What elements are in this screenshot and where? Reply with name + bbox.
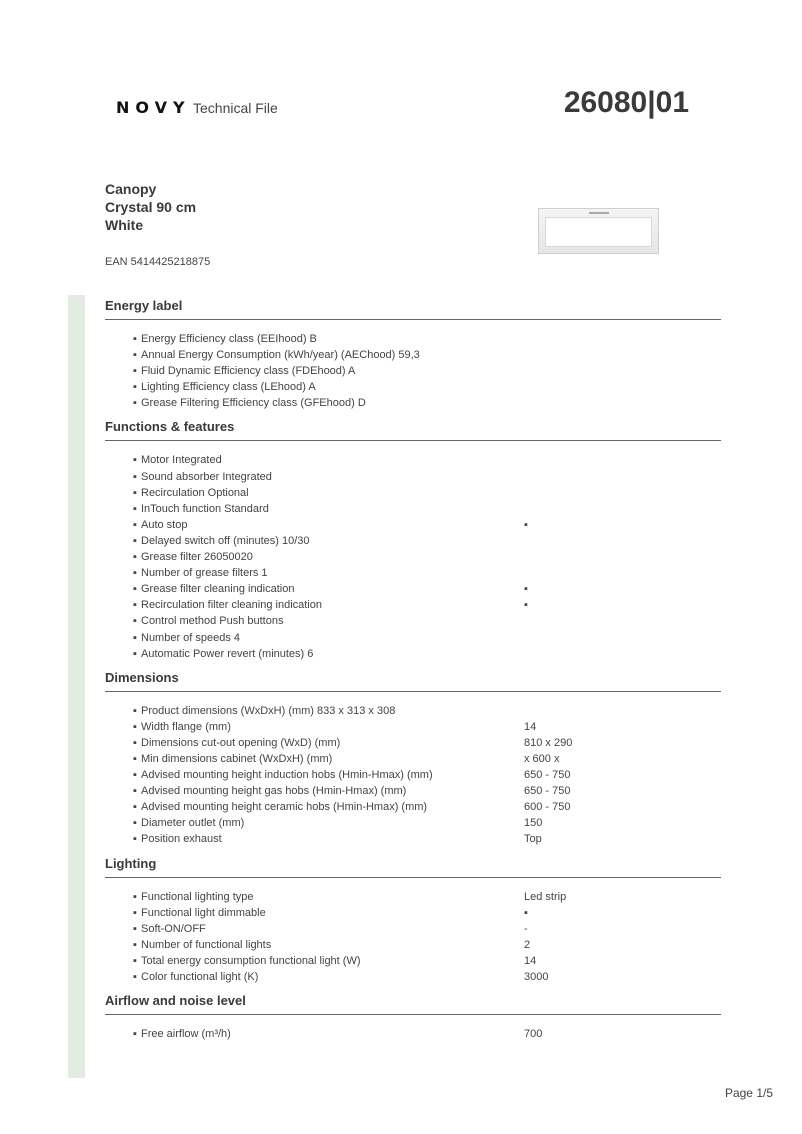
- bullet-icon: ▪: [133, 769, 137, 782]
- spec-sections: [105, 298, 721, 1042]
- spec-section: [105, 993, 721, 1042]
- spec-label: Grease filter cleaning indication: [141, 583, 295, 596]
- spec-item: [105, 581, 721, 597]
- spec-label: Functional light dimmable: [141, 906, 266, 919]
- spec-label: Dimensions cut-out opening (WxD) (mm): [141, 736, 341, 749]
- spec-value: 810 x 290: [524, 736, 573, 749]
- bullet-icon: ▪: [133, 365, 137, 378]
- bullet-icon: ▪: [133, 801, 137, 814]
- spec-label: Advised mounting height induction hobs (Hmin-Hmax) (mm): [141, 769, 433, 782]
- bullet-icon: ▪: [133, 817, 137, 830]
- spec-item: [105, 395, 721, 411]
- ean-code: EAN 5414425218875: [105, 256, 211, 268]
- spec-label: Color functional light (K): [141, 971, 259, 983]
- bullet-icon: ▪: [133, 454, 137, 467]
- spec-label: Control method Push buttons: [141, 615, 284, 628]
- bullet-icon: ▪: [133, 906, 137, 919]
- side-accent-bar: [68, 295, 85, 1078]
- spec-item: [105, 630, 721, 646]
- spec-item: [105, 613, 721, 629]
- spec-label: Grease filter 26050020: [141, 551, 253, 564]
- spec-item: [105, 783, 721, 799]
- bullet-icon: ▪: [133, 631, 137, 644]
- spec-label: Number of grease filters 1: [141, 567, 268, 580]
- spec-item: [105, 549, 721, 565]
- spec-label: Annual Energy Consumption (kWh/year) (AEChood) 59,3: [141, 349, 420, 362]
- spec-label: Motor Integrated: [141, 454, 222, 467]
- spec-label: Min dimensions cabinet (WxDxH) (mm): [141, 752, 333, 765]
- spec-item: [105, 469, 721, 485]
- bullet-icon: ▪: [133, 567, 137, 580]
- spec-label: Energy Efficiency class (EEIhood) B: [141, 333, 317, 345]
- spec-list: [105, 878, 721, 986]
- spec-section: [105, 856, 721, 986]
- section-title: Dimensions: [105, 670, 721, 692]
- spec-label: Total energy consumption functional light (W): [141, 954, 361, 967]
- bullet-icon: ▪: [133, 349, 137, 362]
- spec-item: [105, 905, 721, 921]
- spec-item: [105, 937, 721, 953]
- spec-value: Top: [524, 833, 542, 846]
- bullet-icon: ▪: [133, 583, 137, 596]
- spec-list: [105, 1015, 721, 1042]
- spec-label: Width flange (mm): [141, 720, 231, 733]
- spec-value: ▪: [524, 518, 528, 531]
- spec-item: [105, 517, 721, 533]
- bullet-icon: ▪: [133, 833, 137, 846]
- spec-label: Soft-ON/OFF: [141, 922, 206, 935]
- product-model: Crystal 90 cm: [105, 199, 197, 215]
- spec-item: [105, 815, 721, 831]
- bullet-icon: ▪: [133, 736, 137, 749]
- spec-label: Number of functional lights: [141, 938, 272, 951]
- spec-label: Advised mounting height gas hobs (Hmin-Hmax) (mm): [141, 785, 407, 798]
- spec-value: 2: [524, 938, 531, 951]
- bullet-icon: ▪: [133, 333, 137, 345]
- spec-label: Position exhaust: [141, 833, 222, 846]
- spec-label: Lighting Efficiency class (LEhood) A: [141, 381, 316, 394]
- bullet-icon: ▪: [133, 534, 137, 547]
- spec-item: [105, 1026, 721, 1042]
- product-category: Canopy: [105, 181, 157, 197]
- product-color: White: [105, 217, 144, 233]
- spec-item: [105, 485, 721, 501]
- spec-label: Number of speeds 4: [141, 631, 241, 644]
- spec-value: Led strip: [524, 890, 567, 903]
- spec-item: [105, 501, 721, 517]
- spec-item: [105, 452, 721, 468]
- bullet-icon: ▪: [133, 938, 137, 951]
- bullet-icon: ▪: [133, 470, 137, 483]
- spec-section: [105, 419, 721, 661]
- spec-item: [105, 565, 721, 581]
- spec-label: Delayed switch off (minutes) 10/30: [141, 534, 310, 547]
- bullet-icon: ▪: [133, 518, 137, 531]
- document-code: 26080|01: [563, 86, 689, 119]
- section-title: Functions & features: [105, 419, 721, 441]
- spec-list: [105, 320, 721, 411]
- spec-item: [105, 703, 721, 719]
- spec-item: [105, 969, 721, 985]
- spec-value: 650 - 750: [524, 769, 571, 782]
- spec-value: ▪: [524, 906, 528, 919]
- bullet-icon: ▪: [133, 551, 137, 564]
- section-title: Energy label: [105, 298, 721, 320]
- spec-value: 14: [524, 720, 537, 733]
- bullet-icon: ▪: [133, 720, 137, 733]
- bullet-icon: ▪: [133, 704, 137, 717]
- bullet-icon: ▪: [133, 502, 137, 515]
- spec-value: 650 - 750: [524, 785, 571, 798]
- spec-item: [105, 735, 721, 751]
- spec-label: InTouch function Standard: [141, 502, 269, 515]
- spec-item: [105, 363, 721, 379]
- spec-label: Free airflow (m³/h): [141, 1028, 231, 1041]
- spec-label: Advised mounting height ceramic hobs (Hmin-Hmax) (mm): [141, 801, 428, 814]
- bullet-icon: ▪: [133, 381, 137, 394]
- spec-item: [105, 331, 721, 347]
- spec-label: Grease Filtering Efficiency class (GFEhood) D: [141, 397, 366, 410]
- spec-label: Fluid Dynamic Efficiency class (FDEhood) A: [141, 365, 356, 378]
- bullet-icon: ▪: [133, 615, 137, 628]
- bullet-icon: ▪: [133, 599, 137, 612]
- bullet-icon: ▪: [133, 922, 137, 935]
- spec-value: -: [524, 922, 528, 935]
- spec-label: Recirculation filter cleaning indication: [141, 599, 322, 612]
- product-control-strip: [589, 212, 609, 214]
- spec-item: [105, 379, 721, 395]
- product-title: [105, 180, 196, 234]
- spec-item: [105, 719, 721, 735]
- spec-list: [105, 441, 721, 661]
- spec-item: [105, 533, 721, 549]
- product-glass-panel: [545, 217, 652, 247]
- spec-item: [105, 767, 721, 783]
- bullet-icon: ▪: [133, 647, 137, 660]
- document-type: Technical File: [193, 100, 278, 116]
- spec-label: Automatic Power revert (minutes) 6: [141, 647, 314, 660]
- spec-item: [105, 597, 721, 613]
- spec-item: [105, 953, 721, 969]
- section-title: Lighting: [105, 856, 721, 878]
- bullet-icon: ▪: [133, 971, 137, 983]
- page-number: Page 1/5: [724, 1086, 773, 1100]
- spec-item: [105, 751, 721, 767]
- bullet-icon: ▪: [133, 1028, 137, 1041]
- spec-value: 14: [524, 954, 537, 967]
- bullet-icon: ▪: [133, 397, 137, 410]
- spec-value: 150: [524, 817, 543, 830]
- bullet-icon: ▪: [133, 785, 137, 798]
- spec-value: ▪: [524, 599, 528, 612]
- product-image: [538, 208, 659, 254]
- spec-item: [105, 799, 721, 815]
- spec-label: Functional lighting type: [141, 890, 254, 903]
- section-title: Airflow and noise level: [105, 993, 721, 1015]
- spec-label: Sound absorber Integrated: [141, 470, 272, 483]
- spec-item: [105, 646, 721, 662]
- spec-value: 3000: [524, 971, 549, 983]
- spec-section: [105, 298, 721, 411]
- spec-item: [105, 921, 721, 937]
- spec-value: x 600 x: [524, 752, 560, 765]
- spec-label: Auto stop: [141, 518, 188, 531]
- bullet-icon: ▪: [133, 486, 137, 499]
- spec-value: ▪: [524, 583, 528, 596]
- brand-logo: NOVY: [116, 98, 191, 117]
- spec-item: [105, 889, 721, 905]
- bullet-icon: ▪: [133, 890, 137, 903]
- spec-label: Recirculation Optional: [141, 486, 249, 499]
- bullet-icon: ▪: [133, 954, 137, 967]
- spec-section: [105, 670, 721, 848]
- spec-value: 700: [524, 1028, 543, 1041]
- spec-item: [105, 831, 721, 847]
- spec-value: 600 - 750: [524, 801, 571, 814]
- spec-label: Product dimensions (WxDxH) (mm) 833 x 313 x 308: [141, 704, 396, 717]
- bullet-icon: ▪: [133, 752, 137, 765]
- spec-label: Diameter outlet (mm): [141, 817, 245, 830]
- spec-item: [105, 347, 721, 363]
- spec-list: [105, 692, 721, 848]
